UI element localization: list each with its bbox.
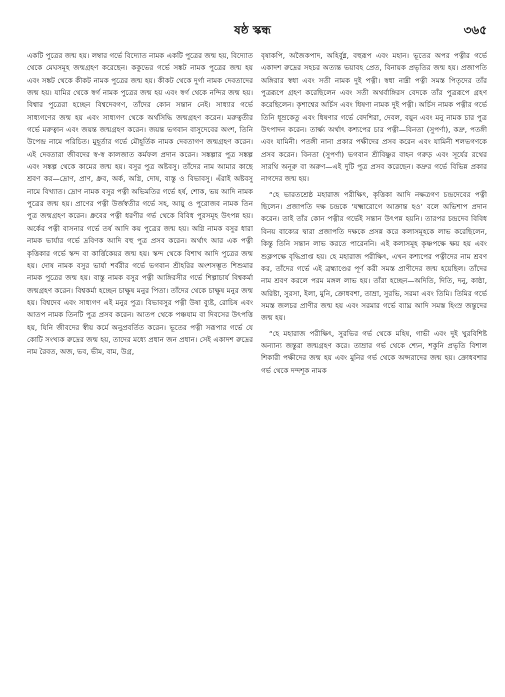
paragraph: বৃষাকপি, অজৈকপাদ, অহির্বুধ্ন, বহুরূপ এবং মহান। ভূতের অপর পত্নীর গর্ভে একাদশ রুদ্রের সহচর অত্যন্ত ভয়াবহ প্রেত, বিনায়ক প্রভৃতির জন্ম হয়। প্রজাপতি অঙ্গিরার স্বধা এবং সতী নামক দুই পত্নী। স্বধা নাম্নী পত্নী সমস্ত পিতৃদের তাঁর পুত্ররূপে গ্রহণ করেছিলেন এবং সতী অথর্বাঙ্গিরস বেদকে তাঁর পুত্ররূপে গ্রহণ করেছিলেন। কৃশাশ্বের অর্চিস এবং ধিষণা নামক দুই পত্নী। অর্চিস নামক পত্নীর গর্ভে তিনি ধূম্রকেতু এবং ধিষণার গর্ভে বেদশিরা, দেবল, বয়ুন এবং মনু নামক চার পুত্র উৎপাদন করেন। তার্ক্ষ্য অর্থাৎ কশ্যপের চার পত্নী—বিনতা (সুপর্ণা), কদ্রু, পতঙ্গী এবং যামিনী। পতঙ্গী নানা প্রকার পক্ষীদের প্রসব করেন এবং যামিনী শলভগণকে প্রসব করেন। বিনতা (সুপর্ণা) ভগবান শ্রীবিষ্ণুর বাহন গরুড় এবং সূর্যের রথের সারথি অনূরু বা অরুণ—এই দুটি পুত্র প্রসব করেছেন। কদ্রুর গর্ভে বিভিন্ন প্রকার নাগদের জন্ম হয়। bbox=[261, 51, 487, 184]
paragraph: “হে ভারতশ্রেষ্ঠ মহারাজ পরীক্ষিৎ, কৃত্তিকা আদি নক্ষত্রগণ চন্দ্রদেবের পত্নী ছিলেন। প্রজাপতি দক্ষ চন্দ্রকে ‘যক্ষ্মারোগে আক্রান্ত হও’ বলে অভিশাপ প্রদান করেন। তাই তাঁর কোন পত্নীর গর্ভেই সন্তান উৎপন্ন হয়নি। তারপর চন্দ্রদেব বিবিধ বিনয় বাক্যের দ্বারা প্রজাপতি দক্ষকে প্রসন্ন করে কলাসমূহকে লাভ করেছিলেন, কিন্তু তিনি সন্তান লাভ করতে পারেননি। এই কলাসমূহ কৃষ্ণপক্ষে ক্ষয় হয় এবং শুক্লপক্ষে বৃদ্ধিপ্রাপ্ত হয়। হে মহারাজ পরীক্ষিৎ, এখন কশ্যপের পত্নীদের নাম শ্রবণ কর, তাঁদের গর্ভে এই ব্রহ্মাণ্ডের পূর্ণ করী সমস্ত প্রাণীদের জন্ম হয়েছিল। তাঁদের নাম শ্রবণ করলে পরম মঙ্গল লাভ হয়। তাঁরা হচ্ছেন—অদিতি, দিতি, দনু, কাষ্ঠা, অরিষ্টা, সুরসা, ইলা, মুনি, ক্রোধবশা, তাম্রা, সুরভি, সরমা এবং তিমি। তিমির গর্ভে সমস্ত জলচর প্রাণীর জন্ম হয় এবং সরমার গর্ভে ব্যাঘ্র আদি সমস্ত হিংস্র জন্তুদের জন্ম হয়। bbox=[261, 189, 487, 323]
chapter-title: ষষ্ঠ স্কন্ধ bbox=[234, 23, 271, 37]
right-column bbox=[261, 50, 487, 686]
page-number: ৩৬৫ bbox=[463, 23, 487, 37]
paragraph: একটি পুত্রের জন্ম হয়। লম্বার গর্ভে বিদ্যোত নামক একটি পুত্রের জন্ম হয়, বিদ্যোত থেকে মেঘসমূহ জন্মগ্রহণ করেছেন। ককুভের গর্ভে সঙ্কট নামক পুত্রের জন্ম হয় এবং সঙ্কট থেকে কীকট নামক পুত্রের জন্ম হয়। কীকট থেকে দুর্গা নামক দেবতাদের জন্ম হয়। যামির থেকে স্বর্গ নামক পুত্রের জন্ম হয় এবং স্বর্গ থেকে নন্দির জন্ম হয়। বিশ্বার পুত্রেরা হচ্ছেন বিশ্বদেবগণ, তাঁদের কোন সন্তান নেই। সাধ্যার গর্ভে সাধ্যগণের জন্ম হয় এবং সাধ্যগণ থেকে অর্থসিদ্ধি জন্মগ্রহণ করেন। মরুত্বতীর গর্ভে মরুত্বান এবং জয়ন্ত জন্মগ্রহণ করেন। জয়ন্ত ভগবান বাসুদেবের অংশ, তিনি উপেন্দ্র নামে পরিচিত। মুহূর্তার গর্ভে মৌহূর্তিক নামক দেবতাগণ জন্মগ্রহণ করেন। এই দেবতারা জীবদের স্ব-স্ব কালজাত কর্মফল প্রদান করেন। সঙ্কল্পার পুত্র সঙ্কল্প এবং সঙ্কল্প থেকে কামের জন্ম হয়। বসুর পুত্র অষ্টবসু। তাঁদের নাম আমার কাছে শ্রবণ কর—দ্রোণ, প্রাণ, ধ্রুব, অর্ক, অগ্নি, দোষ, বাস্তু ও বিভাবসু। এঁরাই অষ্টবসু নামে বিখ্যাত। দ্রোণ নামক বসুর পত্নী অভিমতির গর্ভে হর্ষ, শোক, ভয় আদি নামক পুত্রের জন্ম হয়। প্রাণের পত্নী উর্জস্বতীর গর্ভে সহ, আয়ু ও পুরোজব নামক তিন পুত্র জন্মগ্রহণ করেন। ধ্রুবের পত্নী ধরণীর গর্ভ থেকে বিবিধ পুরসমূহ উৎপন্ন হয়। অর্কের পত্নী বাসনার গর্ভে তর্ষ আদি কয় পুত্রের জন্ম হয়। অগ্নি নামক বসুর ধারা নামক ভার্যার গর্ভে দ্রবিণক আদি বহু পুত্র প্রসব করেন। অর্থাৎ আর এক পত্নী কৃত্তিকার গর্ভে স্কন্দ বা কার্ত্তিকেয়র জন্ম হয়। স্কন্দ থেকে বিশাখ আদি পুত্রের জন্ম হয়। দোষ নামক বসুর ভার্যা শর্বরীর গর্ভে ভগবান শ্রীহরির অংশসম্ভূত শিশুমার নামক পুত্রের জন্ম হয়। বাস্তু নামক বসুর পত্নী আঙ্গিরসীর গর্ভে শিল্পাচার্য বিশ্বকর্মা জন্মগ্রহণ করেন। বিশ্বকর্মা হচ্ছেন চাক্ষুষ মনুর পিতা। তাঁদের থেকে চাক্ষুষ মনুর জন্ম হয়। বিশ্বদেব এবং সাধ্যগণ এই মনুর পুত্র। বিভাবসুর পত্নী উষা ব্যুষ্ট, রোচিষ এবং আতপ নামক তিনটি পুত্র প্রসব করেন। আতপ থেকে পঞ্চযাম বা দিবসের উৎপত্তি হয়, যিনি জীবদের স্বীয় কর্মে অনুপ্রবর্তিত করেন। ভূতের পত্নী সরূপার গর্ভে যে কোটি সংখ্যক রুদ্রের জন্ম হয়, তাদের মধ্যে প্রধান জন প্রধান। সেই একাদশ রুদ্রের নাম রৈবত, অজ, ভব, ভীম, বাম, উগ্র, bbox=[27, 51, 253, 357]
left-column bbox=[27, 50, 253, 686]
paragraph: “হে মহারাজ পরীক্ষিৎ, সুরভির গর্ভ থেকে মহিষ, গাভী এবং দুই খুরবিশিষ্ট অন্যান্য জন্তুরা জন্মগ্রহণ করে। তাম্রার গর্ভ থেকে শ্যেন, শকুনি প্রভৃতি বিশাল শিকারী পক্ষীদের জন্ম হয় এবং মুনির গর্ভ থেকে অপ্সরাদের জন্ম হয়। ক্রোধবশার গর্ভ থেকে দন্দশূক নামক bbox=[261, 328, 487, 375]
page-header bbox=[0, 0, 505, 50]
